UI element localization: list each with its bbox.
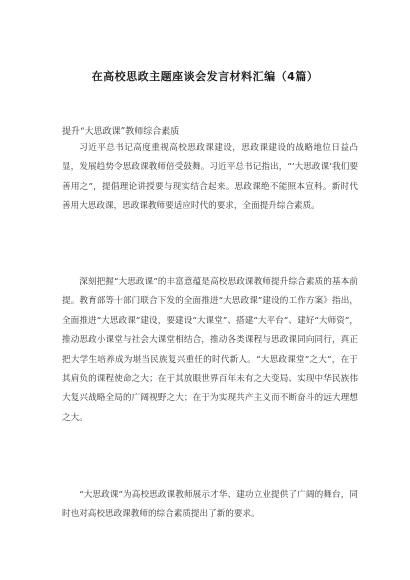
paragraph-2: 深刻把握“大思政课”的丰富意蕴是高校思政课教师提升综合素质的基本前提。教育部等十部门联合下发的全面推进“大思政课”建设的工作方案》指出，全面推进“大思政课”建设，要建设“大课堂”、搭建“大平台”、建好“大师资”，推动思政小课堂与社会大课堂相结合，推动各类课程与思政课同向同行，真正把大学生培养成为堪当民族复兴重任的时代新人。“大思政课堂”之大”，在于其肩负的课程使命之大；在于其放眼世界百年未有之大变局、实现中华民族伟大复兴战略全局的广阔视野之大；在于为实现共产主义而不断奋斗的远大理想之大。 [62, 277, 358, 423]
document-title: 在高校思政主题座谈会发言材料汇编（4篇） [91, 70, 319, 83]
paragraph-3: “大思政课”为高校思政课教师展示才华、建功立业提供了广阔的舞台，同时也对高校思政课教师的综合素质提出了新的要求。 [62, 490, 358, 520]
section-heading: 提升“大思政课”教师综合素质 [62, 127, 180, 137]
paragraph-1: 习近平总书记高度重视高校思政课建设，思政课建设的战略地位日益凸显，发展趋势令思政课教师倍受鼓舞。习近平总书记指出，“‘大思政课’我们要善用之”，提倡理论讲授要与现实结合起来。思政课绝不能照本宣科。新时代善用大思政课，思政课教师要适应时代的要求，全面提升综合素质。 [62, 143, 358, 212]
